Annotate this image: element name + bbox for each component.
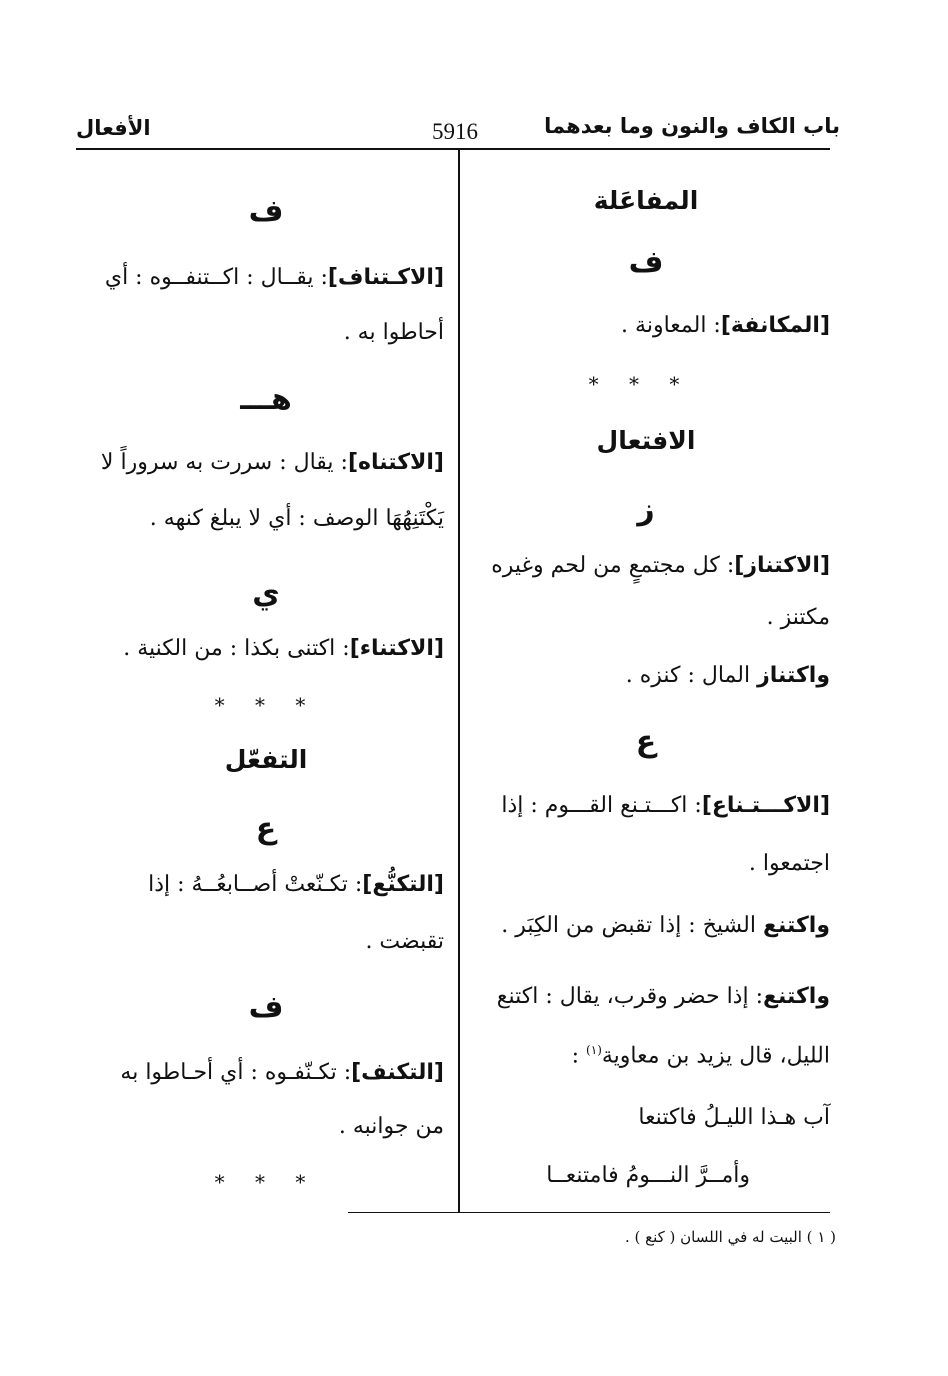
letter-heading-ha: هـــ (240, 382, 292, 417)
entry-iktanaa-layl (497, 984, 830, 1009)
entry-text: : إذا حضر وقرب، يقال : اكتنع (496, 984, 763, 1009)
entry-term: [المكانفة] (720, 313, 830, 338)
section-separator: * * * (214, 693, 318, 717)
column-divider (458, 150, 460, 1212)
footnote-rule (348, 1212, 830, 1213)
section-title-mufaala: المفاعَلة (593, 186, 699, 215)
section-separator: * * * (588, 372, 692, 396)
letter-heading-zay: ز (637, 492, 655, 527)
header-rule (76, 148, 830, 150)
entry-continuation: من جوانبه . (338, 1114, 444, 1139)
letter-heading-ya: ي (252, 576, 280, 611)
running-head-left: الأفعال (76, 116, 151, 140)
entry-continuation: يَكْتَنِهُهَا الوصف : أي لا يبلغ كنهه . (149, 506, 444, 531)
entry-iktinaz-mal (626, 663, 830, 688)
entry-text: : كل مجتمعٍ من لحم وغيره (491, 553, 735, 578)
entry-continuation: أحاطوا به . (343, 320, 444, 345)
entry-iktinaz (491, 553, 830, 578)
entry-term: [الاكتناز] (734, 553, 830, 578)
section-title-tafaul: التفعّل (224, 745, 308, 774)
page-number: 5916 (432, 119, 478, 144)
entry-term: واكتناز (757, 663, 830, 688)
entry-text: : يقــال : اكــتنفــوه : أي (104, 265, 328, 290)
entry-term: [الاكـــتـناع] (701, 793, 830, 818)
entry-term: واكتنع (763, 913, 830, 938)
verse-line-1: آب هـذا الليـلُ فاكتنعا (638, 1105, 830, 1130)
entry-text: : تكـنّعتْ أصــابعُــهُ : إذا (148, 872, 363, 897)
running-head-right: باب الكاف والنون وما بعدهما (544, 114, 840, 138)
entry-term: [التكنُّع] (362, 872, 444, 897)
entry-continuation: اجتمعوا . (748, 851, 830, 876)
entry-term: [الاكتناه] (347, 450, 444, 475)
entry-term: واكتنع (763, 984, 830, 1009)
letter-heading-ain: ع (635, 724, 657, 759)
entry-continuation: تقبضت . (365, 929, 444, 954)
letter-heading-fa: ف (628, 245, 664, 280)
entry-text: : اكـــتـنع القـــوم : إذا (501, 793, 702, 818)
entry-iktinaa (501, 793, 830, 818)
entry-text: : يقال : سررت به سروراً لا (100, 450, 348, 475)
entry-text: : المعاونة . (621, 313, 721, 338)
entry-term: [التكنف] (351, 1060, 444, 1085)
entry-mukanafa (621, 313, 830, 338)
entry-text: الليل، قال يزيد بن معاوية (601, 1043, 830, 1069)
letter-heading-ain: ع (255, 811, 277, 846)
section-title-iftial: الافتعال (596, 426, 696, 455)
entry-iktina (123, 636, 444, 661)
verse-line-2: وأمــرَّ النـــومُ فامتنعــا (546, 1163, 750, 1188)
entry-term: [الاكتناء] (349, 636, 444, 661)
entry-term: [الاكـتناف] (327, 265, 444, 290)
entry-text: : اكتنى بكذا : من الكنية . (123, 636, 350, 661)
entry-iktanaa-shaykh (501, 913, 830, 938)
footnote: ( ١ ) البيت له في اللسان ( كنع ) . (624, 1228, 836, 1246)
entry-takannu (148, 872, 444, 897)
section-separator: * * * (214, 1170, 318, 1194)
entry-continuation (572, 1043, 830, 1068)
entry-text: المال : كنزه . (625, 663, 751, 688)
entry-text: الشيخ : إذا تقبض من الكِبَر . (501, 913, 756, 938)
entry-takannuf (120, 1060, 444, 1085)
entry-iktinaf (105, 265, 444, 290)
footnote-ref: (١) (586, 1043, 602, 1057)
entry-iktinah (101, 450, 444, 475)
entry-text: : تكـنّفـوه : أي أحـاطوا به (120, 1060, 352, 1085)
colon: : (571, 1043, 580, 1069)
letter-heading-fa: ف (248, 990, 284, 1025)
entry-continuation: مكتنز . (766, 605, 830, 630)
letter-heading-fa: ف (248, 194, 284, 229)
